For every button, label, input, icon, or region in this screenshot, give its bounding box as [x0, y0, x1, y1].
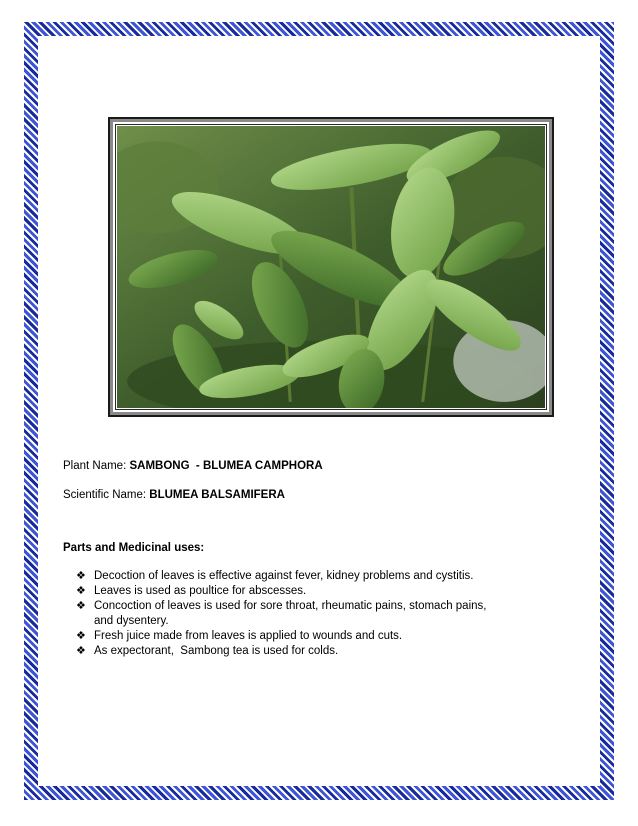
scientific-name-label: Scientific Name: [63, 489, 147, 501]
plant-info [63, 458, 583, 659]
uses-list [63, 569, 583, 659]
scientific-name-line [63, 487, 583, 503]
list-item: ❖ Decoction of leaves is effective against fever, kidney problems and cystitis. [76, 570, 474, 582]
uses-heading: Parts and Medicinal uses: [63, 542, 205, 554]
list-item: ❖ Concoction of leaves is used for sore throat, rheumatic pains, stomach pains, and dysentery. [76, 600, 487, 627]
diamond-bullet-icon: ❖ [76, 600, 86, 612]
list-item: ❖ As expectorant, Sambong tea is used for colds. [76, 645, 339, 657]
diamond-bullet-icon: ❖ [76, 570, 86, 582]
list-item: ❖ Fresh juice made from leaves is applied to wounds and cuts. [76, 630, 403, 642]
plant-name-label: Plant Name: [63, 460, 127, 472]
list-item: ❖ Leaves is used as poultice for abscesses. [76, 585, 307, 597]
plant-name-value: SAMBONG - BLUMEA CAMPHORA [129, 460, 323, 472]
plant-photo-frame [108, 117, 554, 417]
diamond-bullet-icon: ❖ [76, 585, 86, 597]
plant-name-line [63, 458, 583, 474]
diamond-bullet-icon: ❖ [76, 630, 86, 642]
plant-photo [117, 126, 545, 408]
scientific-name-value: BLUMEA BALSAMIFERA [149, 489, 285, 501]
diamond-bullet-icon: ❖ [76, 645, 86, 657]
